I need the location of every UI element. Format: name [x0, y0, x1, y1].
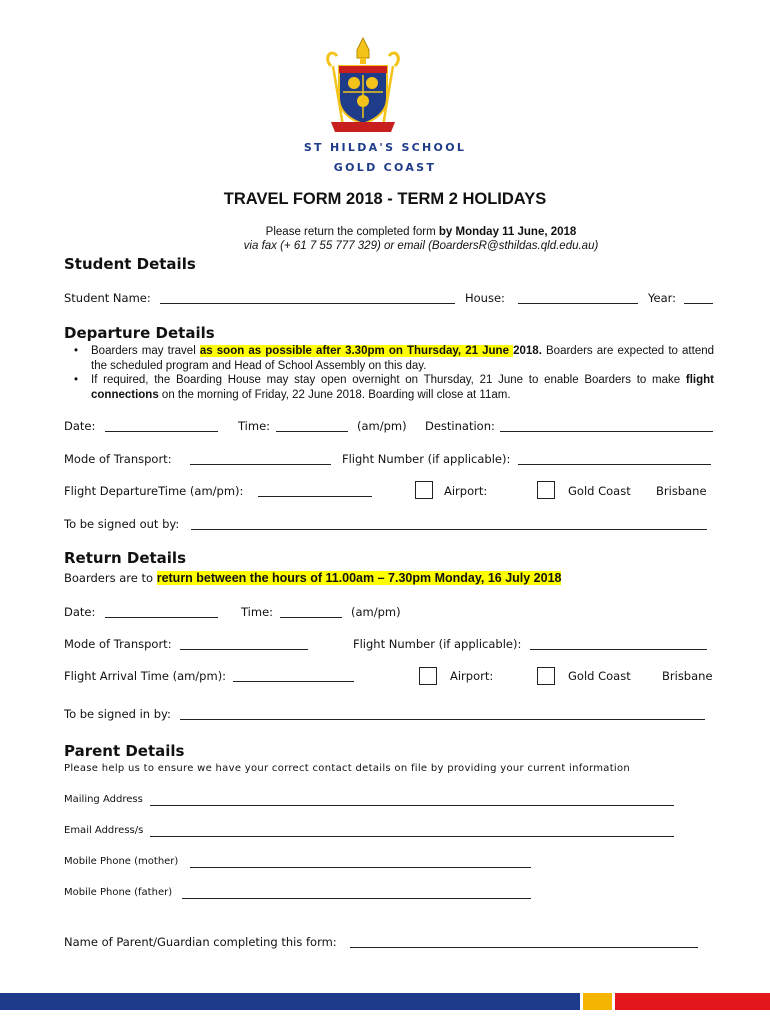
mobile-father-label: Mobile Phone (father)	[64, 887, 173, 898]
destination-field[interactable]	[500, 431, 713, 432]
departure-flight-number-field[interactable]	[518, 464, 711, 465]
footer-bar-red	[615, 993, 770, 1010]
return-airport-label: Airport:	[450, 669, 494, 683]
return-details-heading: Return Details	[64, 549, 186, 567]
return-note	[36, 226, 770, 238]
destination-label: Destination:	[425, 419, 495, 433]
house-field[interactable]	[518, 303, 638, 304]
bullet-icon: •	[74, 345, 79, 357]
return-note-text: Boarders are to	[64, 571, 157, 585]
mobile-mother-field[interactable]	[190, 867, 531, 868]
email-address-label: Email Address/s	[64, 825, 144, 836]
mobile-mother-label: Mobile Phone (mother)	[64, 856, 179, 867]
mobile-father-field[interactable]	[182, 898, 531, 899]
guardian-name-label: Name of Parent/Guardian completing this form:	[64, 935, 337, 949]
return-flight-number-label: Flight Number (if applicable):	[353, 637, 522, 651]
departure-flight-time-field[interactable]	[258, 496, 372, 497]
year-label: Year:	[648, 291, 677, 305]
departure-details-heading: Departure Details	[64, 324, 215, 342]
departure-bullet-2: • If required, the Boarding House may stay open overnight on Thursday, 21 June to enable Boarders to make flight connections on the morning of Friday, 22 June 2018. Boarding will close at 11am.	[74, 374, 714, 401]
return-note	[64, 571, 561, 585]
return-gold-coast-label: Gold Coast	[568, 669, 631, 683]
school-crest-logo	[321, 36, 405, 136]
school-name-line2: GOLD COAST	[333, 161, 437, 174]
return-note-text: Please return the completed form	[265, 226, 439, 238]
house-label: House:	[465, 291, 505, 305]
departure-gold-coast-label: Gold Coast	[568, 484, 631, 498]
departure-brisbane-label: Brisbane	[656, 484, 707, 498]
departure-time-label: Time:	[238, 419, 271, 433]
return-flight-time-label: Flight Arrival Time (am/pm):	[64, 669, 227, 683]
return-brisbane-label: Brisbane	[662, 669, 713, 683]
return-gold-coast-checkbox[interactable]	[537, 667, 555, 685]
departure-transport-label: Mode of Transport:	[64, 452, 172, 466]
year-field[interactable]	[684, 303, 713, 304]
form-title: TRAVEL FORM 2018 - TERM 2 HOLIDAYS	[223, 190, 547, 208]
return-transport-label: Mode of Transport:	[64, 637, 172, 651]
signed-out-field[interactable]	[191, 529, 707, 530]
mailing-address-field[interactable]	[150, 805, 674, 806]
departure-flight-time-label: Flight DepartureTime (am/pm):	[64, 484, 244, 498]
mailing-address-label: Mailing Address	[64, 794, 143, 805]
departure-date-field[interactable]	[105, 431, 218, 432]
departure-gold-coast-checkbox[interactable]	[537, 481, 555, 499]
email-address-field[interactable]	[150, 836, 674, 837]
departure-ampm-label: (am/pm)	[357, 419, 407, 433]
return-highlight: return between the hours of 11.00am – 7.30pm Monday, 16 July 2018	[156, 571, 562, 585]
return-ampm-label: (am/pm)	[351, 605, 401, 619]
departure-time-field[interactable]	[276, 431, 348, 432]
student-details-heading: Student Details	[64, 255, 196, 273]
footer-bar-blue	[0, 993, 580, 1010]
return-flight-number-field[interactable]	[530, 649, 707, 650]
departure-date-label: Date:	[64, 419, 96, 433]
departure-transport-field[interactable]	[190, 464, 331, 465]
departure-highlight: as soon as possible after 3.30pm on Thursday, 21 June	[199, 345, 514, 357]
parent-details-heading: Parent Details	[64, 742, 185, 760]
signed-out-label: To be signed out by:	[64, 517, 180, 531]
departure-flight-number-label: Flight Number (if applicable):	[342, 452, 511, 466]
guardian-name-field[interactable]	[350, 947, 698, 948]
signed-in-field[interactable]	[180, 719, 705, 720]
student-name-label: Student Name:	[64, 291, 151, 305]
return-flight-time-field[interactable]	[233, 681, 354, 682]
footer-bar-gold	[583, 993, 612, 1010]
return-time-label: Time:	[241, 605, 274, 619]
departure-bullet-1: • Boarders may travel as soon as possible after 3.30pm on Thursday, 21 June 2018. Boarders are expected to attend the scheduled program and Head of School Assembly on this day.	[74, 345, 715, 372]
return-time-field[interactable]	[280, 617, 342, 618]
school-name-line1: ST HILDA'S SCHOOL	[303, 141, 467, 154]
student-name-field[interactable]	[160, 303, 455, 304]
parent-note: Please help us to ensure we have your correct contact details on file by providing your current information	[64, 763, 631, 774]
contact-line: via fax (+ 61 7 55 777 329) or email (BoardersR@sthildas.qld.edu.au)	[243, 240, 599, 252]
return-date-field[interactable]	[105, 617, 218, 618]
return-transport-field[interactable]	[180, 649, 308, 650]
signed-in-label: To be signed in by:	[64, 707, 171, 721]
departure-airport-checkbox[interactable]	[415, 481, 433, 499]
departure-airport-label: Airport:	[444, 484, 488, 498]
bullet-icon: •	[74, 374, 79, 386]
return-airport-checkbox[interactable]	[419, 667, 437, 685]
return-date-label: Date:	[64, 605, 96, 619]
return-deadline: by Monday 11 June, 2018	[438, 226, 577, 238]
